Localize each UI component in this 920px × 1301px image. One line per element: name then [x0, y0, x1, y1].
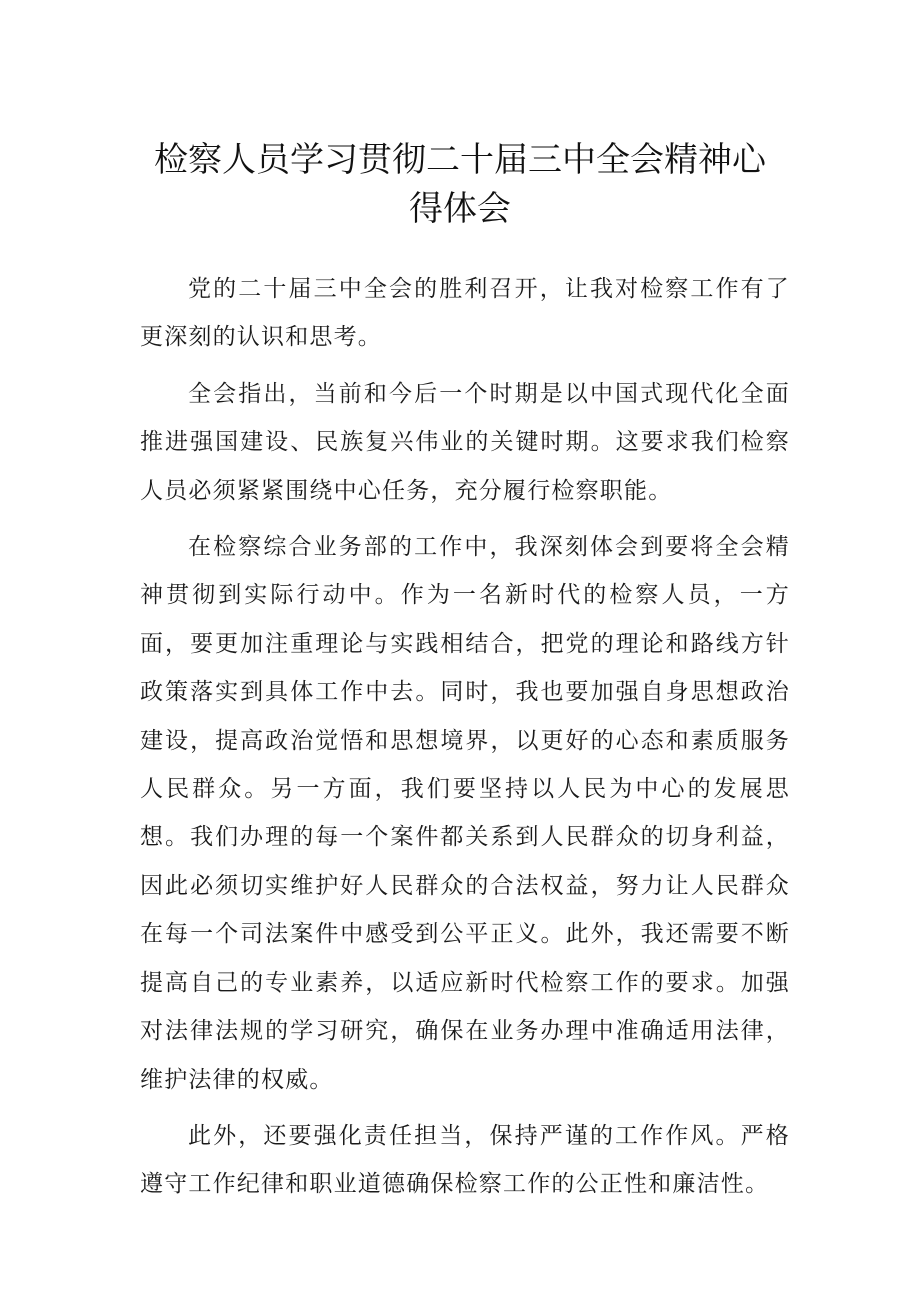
document-title: 检察人员学习贯彻二十届三中全会精神心得体会 [154, 140, 766, 229]
paragraph: 此外，还要强化责任担当，保持严谨的工作作风。严格遵守工作纪律和职业道德确保检察工作的公正性和廉洁性。 [140, 1122, 790, 1198]
paragraph: 全会指出，当前和今后一个时期是以中国式现代化全面推进强国建设、民族复兴伟业的关键时期。这要求我们检察人员必须紧紧围绕中心任务，充分履行检察职能。 [140, 380, 790, 504]
document-body [140, 265, 790, 1217]
paragraph: 党的二十届三中全会的胜利召开，让我对检察工作有了更深刻的认识和思考。 [140, 276, 790, 351]
paragraph: 在检察综合业务部的工作中，我深刻体会到要将全会精神贯彻到实际行动中。作为一名新时代的检察人员，一方面，要更加注重理论与实践相结合，把党的理论和路线方针政策落实到具体工作中去。同时，我也要加强自身思想政治建设，提高政治觉悟和思想境界，以更好的心态和素质服务人民群众。另一方面，我们要坚持以人民为中心的发展思想。我们办理的每一个案件都关系到人民群众的切身利益，因此必须切实维护好人民群众的合法权益，努力让人民群众在每一个司法案件中感受到公平正义。此外，我还需要不断提高自己的专业素养，以适应新时代检察工作的要求。加强对法律法规的学习研究，确保在业务办理中准确适用法律，维护法律的权威。 [140, 534, 790, 1093]
